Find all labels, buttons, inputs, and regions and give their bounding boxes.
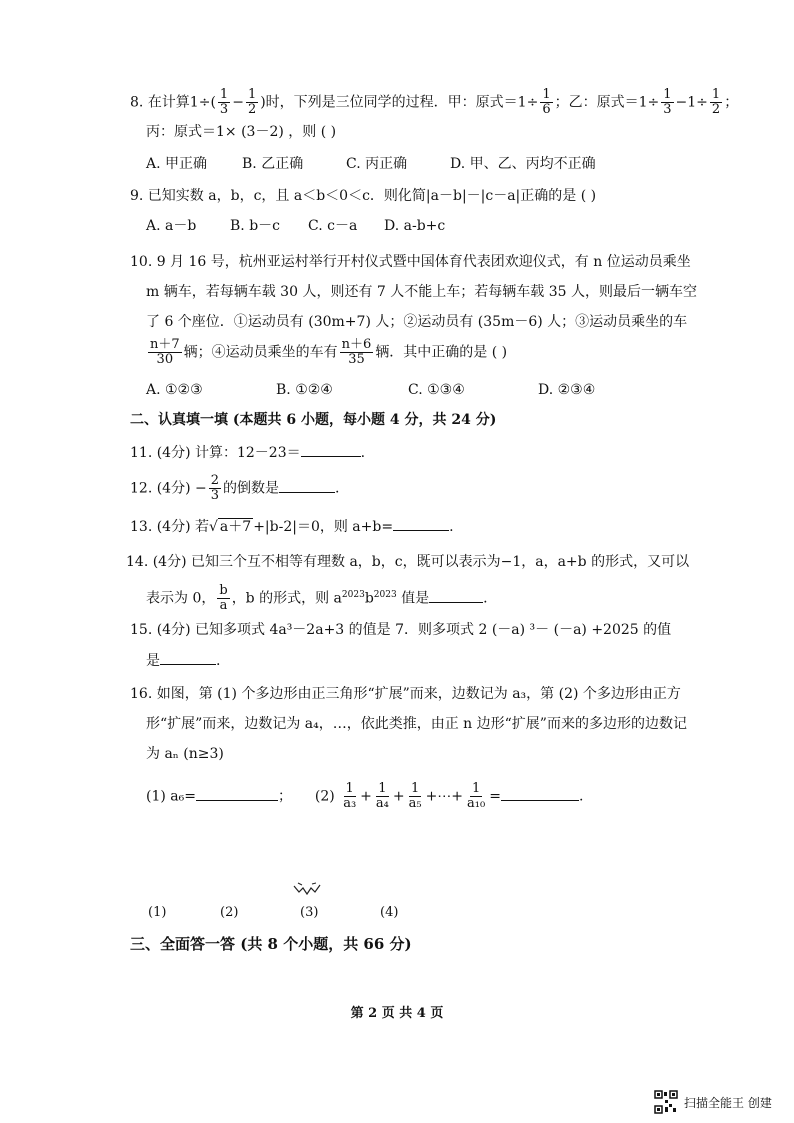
answer-blank[interactable] [393,516,449,531]
option-c: C. ①③④ [408,382,465,398]
fraction: $\frac{1}{6}$ [542,87,551,117]
option-a: A. a－b [146,218,197,234]
fraction: $\frac{1}{\text{a₁₀}}$ [467,781,486,811]
fraction: $\frac{1}{\text{a₅}}$ [408,781,422,811]
question-10-line4: $\frac{n+7}{30}$ 辆；④运动员乘坐的车有 $\frac{n+6}{35}$ 辆．其中正确的是 ( ) [150,337,508,367]
question-12: 12. (4分) − $\frac{2}{3}$ 的倒数是 . [130,473,340,503]
question-8-line2: 丙：原式＝1× (3－2) ，则 ( ) [146,124,337,140]
page-footer: 第 2 页 共 4 页 [350,1006,444,1021]
answer-blank[interactable] [160,650,216,665]
option-a: A. ①②③ [146,382,203,398]
question-9: 9. 已知实数 a，b，c，且 a＜b＜0＜c．则化简|a－b|－|c－a|正确的是 ( ) [130,188,597,204]
question-10-options [146,380,595,400]
question-16-line3: 为 aₙ (n≥3) [146,746,224,762]
option-d: D. ②③④ [538,382,596,398]
option-a: A. 甲正确 [146,156,208,172]
option-b: B. 乙正确 [242,156,304,172]
question-10-line3: 了 6 个座位．①运动员有 (30m+7) 人；②运动员有 (35m－6) 人；③运动员乘坐的车 [146,314,688,330]
fraction: $\frac{1}{2}$ [711,87,721,117]
option-c: C. c－a [308,218,358,234]
fraction: $\frac{2}{3}$ [210,473,220,503]
question-15-line2: 是 . [146,650,220,671]
fraction: $\frac{n+7}{30}$ [150,337,180,367]
figure-label-1: (1) [148,905,167,920]
question-16-parts: (1) a₆= ； (2) $\frac{1}{\text{a₃}}$ + $\frac{1}{\text{a₄}}$ + $\frac{1}{\text{a₅}}$ +⋯+ $\frac{1}{\text{a₁₀}}$ = . [146,781,584,811]
option-b: B. b－c [230,218,280,234]
question-9-options [146,216,445,236]
option-c: C. 丙正确 [346,156,408,172]
fraction: $\frac{b}{a}$ [219,583,228,613]
answer-blank[interactable] [196,786,278,801]
question-10-line1: 10. 9 月 16 号，杭州亚运村举行开村仪式暨中国体育代表团欢迎仪式，有 n 位运动员乘坐 [130,254,691,270]
question-13: 13. (4分) 若√ a＋7 +|b-2|＝0，则 a+b= . [130,516,690,537]
answer-blank[interactable] [501,786,579,801]
scanner-watermark: 扫描全能王 创建 [684,1096,772,1110]
question-16-line1: 16. 如图，第 (1) 个多边形由正三角形“扩展”而来，边数记为 a₃，第 (2) 个多边形由正方 [130,686,681,702]
question-8-line1: 8. 在计算1÷( $\frac{1}{3}$ − $\frac{1}{2}$ )时，下列是三位同学的过程．甲：原式＝1÷ $\frac{1}{6}$ ；乙：原式＝1÷ $\frac{1}{3}$ −1÷ $\frac{1}{2}$ ； [130,87,739,117]
question-16-line2: 形“扩展”而来，边数记为 a₄，…，依此类推，由正 n 边形“扩展”而来的多边形的边数记 [146,716,687,732]
question-15-line1: 15. (4分) 已知多项式 4a³－2a+3 的值是 7．则多项式 2 (－a) ³－ (－a) +2025 的值 [130,622,672,638]
figure-label-3: (3) [300,905,319,920]
section-2-heading: 二、认真填一填 (本题共 6 小题，每小题 4 分，共 24 分) [130,412,497,428]
fraction: $\frac{1}{\text{a₃}}$ [343,781,357,811]
fraction: $\frac{1}{2}$ [247,87,257,117]
question-14-line1: 14. (4分) 已知三个互不相等有理数 a，b，c，既可以表示为−1，a，a+b 的形式，又可以 [126,554,690,570]
fraction: $\frac{1}{\text{a₄}}$ [375,781,389,811]
answer-blank[interactable] [429,588,483,603]
fraction: $\frac{n+6}{35}$ [341,337,372,367]
sqrt-icon: √ [209,519,218,535]
answer-blank[interactable] [301,442,361,457]
figure-label-2: (2) [220,905,239,920]
question-14-line2: 表示为 0， $\frac{b}{a}$ ，b 的形式，则 $a^{2023}b^{2023}$ 值是 . [146,583,488,613]
question-11: 11. (4分) 计算：12－23＝ . [130,442,690,463]
option-d: D. 甲、乙、丙均不正确 [450,156,596,172]
fraction: $\frac{1}{3}$ [663,87,672,117]
option-b: B. ①②④ [276,382,333,398]
figure-label-4: (4) [380,905,399,920]
question-8-options [146,154,596,174]
qr-code-icon [654,1090,678,1114]
answer-blank[interactable] [279,478,335,493]
section-3-heading: 三、全面答一答 (共 8 个小题，共 66 分) [130,935,412,953]
question-10-line2: m 辆车，若每辆车载 30 人，则还有 7 人不能上车；若每辆车载 35 人，则最后一辆车空 [146,284,697,300]
fraction: $\frac{1}{3}$ [219,87,229,117]
option-d: D. a-b+c [384,218,446,234]
polygon-figure-3 [290,880,324,900]
